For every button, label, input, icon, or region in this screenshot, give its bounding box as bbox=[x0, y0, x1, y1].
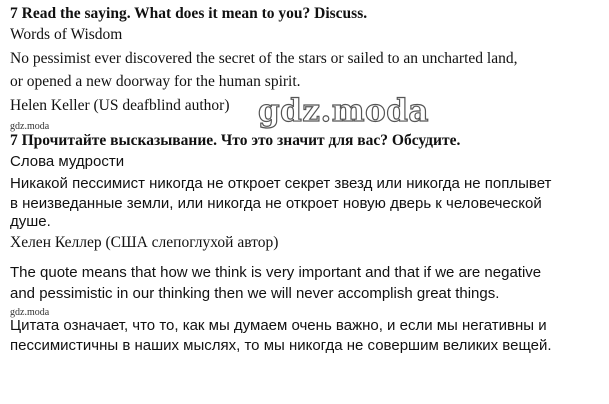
english-author: Helen Keller (US deafblind author) bbox=[10, 97, 230, 114]
answer-russian-line-1: Цитата означает, что то, как мы думаем очень важно, и если мы негативны и bbox=[10, 317, 547, 334]
russian-quote-line-1: Никакой пессимист никогда не откроет секрет звезд или никогда не поплывет bbox=[10, 175, 552, 192]
english-quote-line-1: No pessimist ever discovered the secret of the stars or sailed to an uncharted land, bbox=[10, 50, 518, 67]
russian-quote-line-2: в неизведанные земли, или никогда не откроет новую дверь к человеческой bbox=[10, 195, 542, 212]
russian-task-title: 7 Прочитайте высказывание. Что это значит для вас? Обсудите. bbox=[10, 132, 461, 149]
russian-heading: Слова мудрости bbox=[10, 153, 125, 170]
english-quote-line-2: or opened a new doorway for the human spirit. bbox=[10, 73, 301, 90]
watermark-small-1: gdz.moda bbox=[10, 121, 50, 132]
english-task-title: 7 Read the saying. What does it mean to you? Discuss. bbox=[10, 5, 368, 22]
russian-author: Хелен Келлер (США слепоглухой автор) bbox=[10, 234, 279, 251]
watermark-large: gdz.moda bbox=[258, 93, 429, 129]
english-heading: Words of Wisdom bbox=[10, 26, 123, 43]
answer-english-line-2: and pessimistic in our thinking then we will never accomplish great things. bbox=[10, 285, 500, 302]
russian-quote-line-3: душе. bbox=[10, 213, 51, 230]
watermark-small-2: gdz.moda bbox=[10, 307, 50, 318]
answer-russian-line-2: пессимистичны в наших мыслях, то мы никогда не совершим великих вещей. bbox=[10, 337, 552, 354]
answer-english-line-1: The quote means that how we think is very important and that if we are negative bbox=[10, 264, 542, 281]
